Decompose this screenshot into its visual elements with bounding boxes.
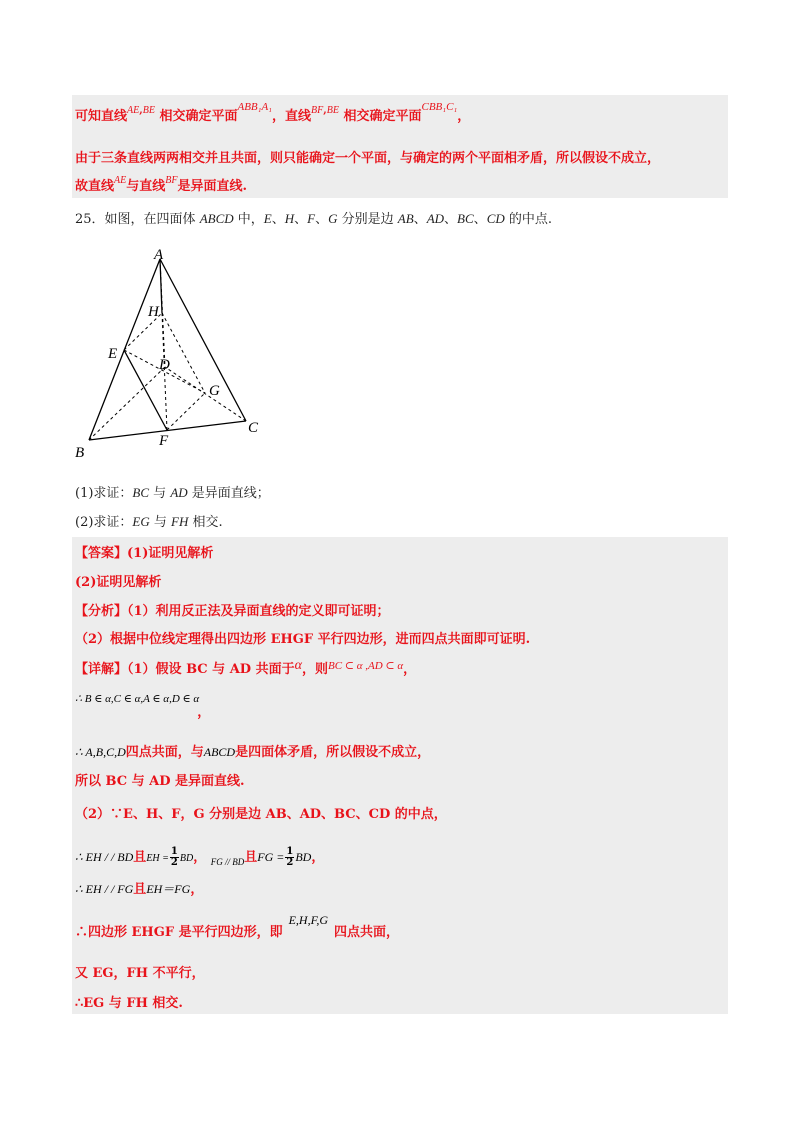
label-h: H	[148, 304, 159, 320]
detail-line-10: ∴EG 与 FH 相交.	[75, 996, 183, 1011]
math-bf-2: BF	[165, 175, 178, 186]
math-be-2: BE	[326, 105, 339, 116]
detail-line-7: ∴ EH / / FG且EH＝FG，	[75, 882, 204, 897]
segment-fg	[167, 393, 205, 430]
math-ae-2: AE	[114, 175, 127, 186]
detail-line-4: 所以 BC 与 AD 是异面直线.	[75, 774, 245, 789]
fraction-half-2: $\frac{1}{2}$	[286, 846, 294, 868]
detail-line-2: ∴ B ∈ α,C ∈ α,A ∈ α,D ∈ α，	[75, 693, 211, 720]
label-e: E	[108, 346, 118, 362]
detail-line-9: 又 EG，FH 不平行，	[75, 966, 205, 981]
label-a: A	[154, 247, 164, 263]
question-number: 25．	[75, 212, 105, 227]
label-f: F	[159, 433, 169, 449]
detail-line-3: ∴ A,B,C,D四点共面，与ABCD是四面体矛盾，所以假设不成立，	[75, 745, 431, 760]
label-g: G	[209, 383, 220, 399]
detail-line-8: ∴四边形 EHGF 是平行四边形，即E,H,F,G四点共面，	[75, 913, 400, 940]
edge-bd	[89, 367, 165, 440]
math-be: BE	[142, 105, 155, 116]
detail-line-6: ∴ EH / / BD且EH = $\frac{1}{2}$ BD， $_{FG // BD}$且FG = $\frac{1}{2}$ BD，	[75, 846, 325, 868]
math-bf: BF	[311, 105, 324, 116]
analysis-line-2: （2）根据中位线定理得出四边形 EHGF 平行四边形，进而四点共面即可证明.	[75, 632, 531, 647]
answer-line-1: 【答案】(1)证明见解析	[75, 546, 214, 561]
answer-line-2: (2)证明见解析	[75, 575, 162, 590]
edge-ac	[160, 259, 246, 421]
math-plane-cbb1c1: CBB₁C₁	[421, 101, 458, 113]
question-part-2: (2)求证：EG 与 FH 相交.	[75, 514, 223, 530]
label-c: C	[248, 420, 259, 436]
label-d: D	[159, 357, 170, 373]
edge-cd	[165, 367, 246, 421]
detail-line-5: （2）∵E、H、F，G 分别是边 AB、AD、BC、CD 的中点，	[75, 807, 447, 822]
question-stem: 25．如图，在四面体 ABCD 中，E、H、F、G 分别是边 AB、AD、BC、CD 的中点.	[75, 211, 553, 227]
analysis-line-1: 【分析】（1）利用反正法及异面直线的定义即可证明；	[75, 604, 390, 619]
detail-line-1: 【详解】（1）假设 BC 与 AD 共面于α，则$^{BC \subset \alpha ,AD \subset \alpha}$，	[75, 658, 417, 677]
tetrahedron-figure	[70, 243, 270, 468]
segment-hg	[162, 313, 205, 393]
math-ae: AE	[127, 105, 140, 116]
math-plane-abb1a1: ABB₁A₁	[237, 101, 273, 113]
fraction-half-1: $\frac{1}{2}$	[170, 846, 178, 868]
top-line-1: 可知直线$^{AE,BE}$ 相交确定平面$^{ABB_1A_1}$，直线$^{BF,BE}$ 相交确定平面$^{CBB_1C_1}$，	[75, 101, 471, 124]
label-b: B	[75, 445, 85, 461]
top-line-2: 由于三条直线两两相交并且共面，则只能确定一个平面，与确定的两个平面相矛盾，所以假设不成立，	[75, 151, 661, 166]
question-part-1: (1)求证：BC 与 AD 是异面直线；	[75, 485, 270, 501]
top-line-3: 故直线$^{AE}$与直线$^{BF}$是异面直线.	[75, 175, 247, 194]
